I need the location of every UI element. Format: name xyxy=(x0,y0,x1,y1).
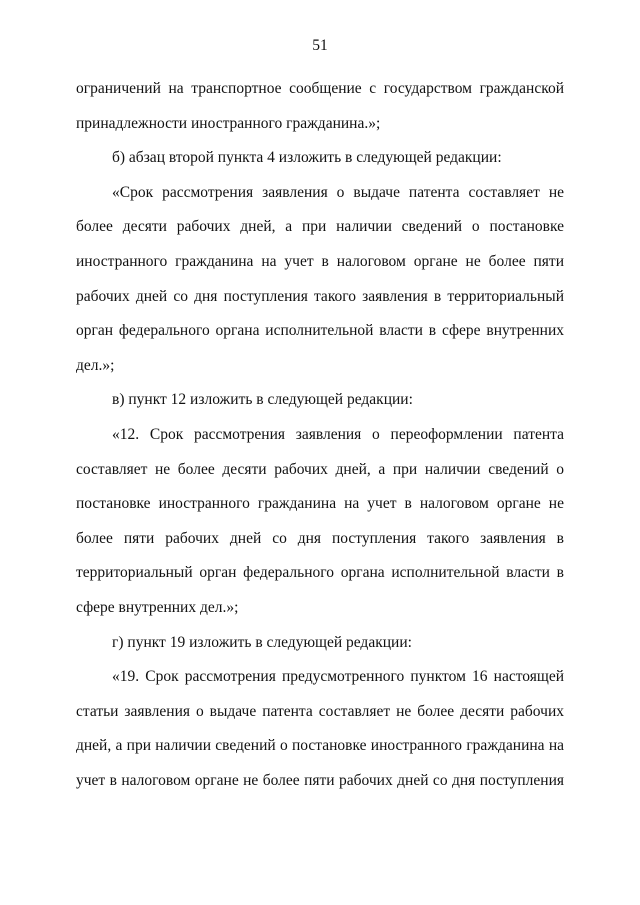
paragraph-quote-g: «19. Срок рассмотрения предусмотренного пунктом 16 настоящей статьи заявления о выдаче патента составляет не более десяти рабочих дней, а при наличии сведений о постановке иностранного гражданина на учет в налоговом органе не более пяти рабочих дней со дня поступления xyxy=(76,668,564,789)
paragraph-amendment-b: б) абзац второй пункта 4 изложить в следующей редакции: xyxy=(112,149,502,167)
page-number: 51 xyxy=(312,37,328,54)
document-body xyxy=(76,72,564,798)
paragraph-amendment-g: г) пункт 19 изложить в следующей редакции: xyxy=(112,633,412,651)
paragraph-quote-b: «Срок рассмотрения заявления о выдаче патента составляет не более десяти рабочих дней, а при наличии сведений о постановке иностранного гражданина на учет в налоговом органе не более пяти рабочих дней со дня поступления такого заявления в территориальный орган федерального органа исполнительной власти в сфере внутренних дел.»; xyxy=(76,183,564,374)
paragraph-quote-v: «12. Срок рассмотрения заявления о переоформлении патента составляет не более десяти рабочих дней, а при наличии сведений о постановке иностранного гражданина на учет в налоговом органе не более пяти рабочих дней со дня поступления такого заявления в территориальный орган федерального органа исполнительной власти в сфере внутренних дел.»; xyxy=(76,425,564,616)
paragraph-continuation: ограничений на транспортное сообщение с государством гражданской принадлежности иностранного гражданина.»; xyxy=(76,80,564,132)
paragraph-amendment-v: в) пункт 12 изложить в следующей редакции: xyxy=(112,391,413,409)
